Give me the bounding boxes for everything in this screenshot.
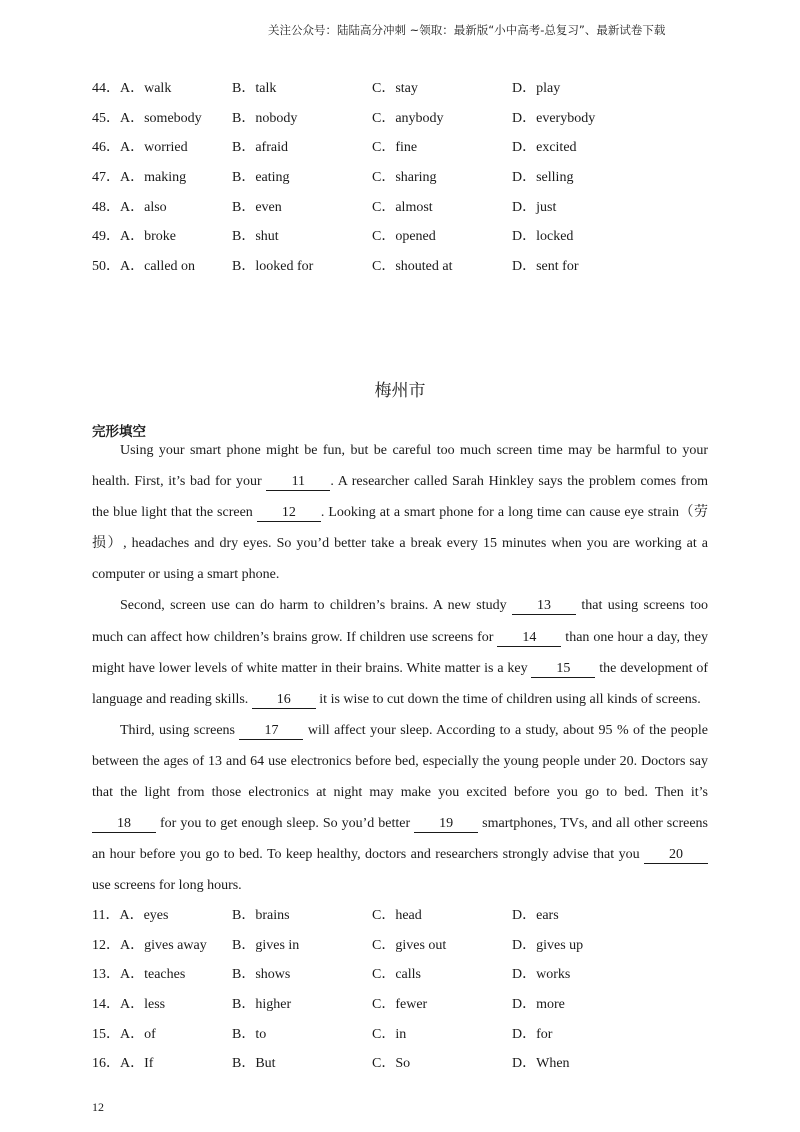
option-b: B．But xyxy=(232,1056,276,1072)
blank-15: 15 xyxy=(531,661,595,678)
passage-text: use screens for long hours. xyxy=(92,878,242,894)
paragraph-1 xyxy=(92,435,708,590)
option-b: B．talk xyxy=(232,80,277,96)
option-row-14 xyxy=(92,988,732,1018)
passage-text: . Looking at a smart phone for a long time can cause eye strain（劳损）, headaches and dry eyes. So you’d better take a break every 15 minutes when you are working at a computer or using a smart phone. xyxy=(92,505,708,583)
option-c: C．fine xyxy=(372,140,418,156)
section-title: 完形填空 xyxy=(92,424,146,440)
paragraph-3 xyxy=(92,715,708,902)
page-number: 12 xyxy=(92,1100,104,1114)
page-header: 关注公众号：陆陆高分冲刺 ~领取：最新版“小中高考-总复习”、最新试卷下载 xyxy=(268,23,666,37)
option-row-12 xyxy=(92,929,732,959)
option-d: D．more xyxy=(512,996,565,1012)
blank-14: 14 xyxy=(497,630,561,647)
option-a: 13．A．teaches xyxy=(92,967,186,983)
option-b: B．brains xyxy=(232,907,290,923)
option-d: D．works xyxy=(512,967,571,983)
blank-13: 13 xyxy=(512,598,576,615)
option-c: C．opened xyxy=(372,229,436,245)
option-b: B．higher xyxy=(232,996,292,1012)
passage-text: it is wise to cut down the time of children using all kinds of screens. xyxy=(315,691,701,707)
passage-text: than one hour a day, they might have lower levels of white matter in their brains. White matter is a key xyxy=(92,629,708,676)
passage-text: Third, using screens xyxy=(120,722,240,738)
passage-text: Second, screen use can do harm to children’s brains. A new study xyxy=(120,598,513,614)
option-a: 45．A．somebody xyxy=(92,110,202,126)
option-d: D．for xyxy=(512,1026,553,1042)
option-row-13 xyxy=(92,958,732,988)
option-c: C．head xyxy=(372,907,422,923)
blank-11: 11 xyxy=(266,474,330,491)
paragraph-2 xyxy=(92,590,708,714)
option-b: B．gives in xyxy=(232,937,300,953)
blank-12: 12 xyxy=(257,505,321,522)
blank-16: 16 xyxy=(252,692,316,709)
passage-text: Using your smart phone might be fun, but be careful too much screen time may be harmful to your health. First, it’s bad for your xyxy=(92,443,708,490)
options-list-bottom xyxy=(92,899,732,1077)
option-a: 11．A．eyes xyxy=(92,907,169,923)
option-row-15 xyxy=(92,1018,732,1048)
option-row-46 xyxy=(92,131,732,161)
option-row-16 xyxy=(92,1047,732,1077)
passage-text: smartphones, TVs, and all other screens an hour before you go to bed. To keep healthy, doctors and researchers strongly advise that you xyxy=(92,816,708,863)
option-row-44 xyxy=(92,72,732,102)
option-d: D．locked xyxy=(512,229,574,245)
option-b: B．shows xyxy=(232,967,291,983)
option-c: C．stay xyxy=(372,80,418,96)
blank-17: 17 xyxy=(239,723,303,740)
option-row-11 xyxy=(92,899,732,929)
option-d: D．When xyxy=(512,1056,570,1072)
option-d: D．everybody xyxy=(512,110,596,126)
option-a: 14．A．less xyxy=(92,996,166,1012)
option-b: B．looked for xyxy=(232,258,314,274)
option-d: D．ears xyxy=(512,907,559,923)
option-row-45 xyxy=(92,102,732,132)
option-row-49 xyxy=(92,220,732,250)
option-b: B．shut xyxy=(232,229,279,245)
city-heading: 梅州市 xyxy=(374,381,426,401)
option-row-48 xyxy=(92,191,732,221)
option-b: B．afraid xyxy=(232,140,288,156)
option-a: 50．A．called on xyxy=(92,258,196,274)
option-b: B．even xyxy=(232,199,282,215)
option-d: D．just xyxy=(512,199,557,215)
option-a: 15．A．of xyxy=(92,1026,156,1042)
blank-18: 18 xyxy=(92,816,156,833)
option-a: 44．A．walk xyxy=(92,80,172,96)
option-a: 46．A．worried xyxy=(92,140,188,156)
option-c: C．in xyxy=(372,1026,407,1042)
option-a: 16．A．If xyxy=(92,1056,154,1072)
blank-19: 19 xyxy=(414,816,478,833)
option-a: 49．A．broke xyxy=(92,229,176,245)
option-row-50 xyxy=(92,250,732,280)
blank-20: 20 xyxy=(644,847,708,864)
option-d: D．sent for xyxy=(512,258,579,274)
option-c: C．calls xyxy=(372,967,421,983)
option-c: C．anybody xyxy=(372,110,444,126)
option-d: D．selling xyxy=(512,169,574,185)
option-a: 47．A．making xyxy=(92,169,187,185)
option-b: B．eating xyxy=(232,169,290,185)
passage-text: that using screens too much can affect how children’s brains grow. If children use screens for xyxy=(92,598,709,645)
option-a: 48．A．also xyxy=(92,199,167,215)
option-row-47 xyxy=(92,161,732,191)
option-c: C．So xyxy=(372,1056,411,1072)
option-a: 12．A．gives away xyxy=(92,937,207,953)
option-d: D．excited xyxy=(512,140,577,156)
option-c: C．fewer xyxy=(372,996,428,1012)
option-b: B．to xyxy=(232,1026,267,1042)
options-list-top xyxy=(92,72,732,280)
passage-text: the development of language and reading skills. xyxy=(92,660,709,707)
option-b: B．nobody xyxy=(232,110,298,126)
option-d: D．gives up xyxy=(512,937,584,953)
option-d: D．play xyxy=(512,80,561,96)
cloze-passage xyxy=(92,435,708,901)
option-c: C．shouted at xyxy=(372,258,453,274)
passage-text: . A researcher called Sarah Hinkley says the problem comes from the blue light that the screen xyxy=(92,474,709,521)
passage-text: for you to get enough sleep. So you’d better xyxy=(156,816,415,832)
option-c: C．almost xyxy=(372,199,433,215)
option-c: C．sharing xyxy=(372,169,437,185)
option-c: C．gives out xyxy=(372,937,447,953)
passage-text: will affect your sleep. According to a study, about 95 % of the people between the ages of 13 and 64 use electronics before bed, especially the young people under 20. Doctors say that the light from those electronics at night may make you excited before you go to bed. Then it’s xyxy=(92,722,708,801)
